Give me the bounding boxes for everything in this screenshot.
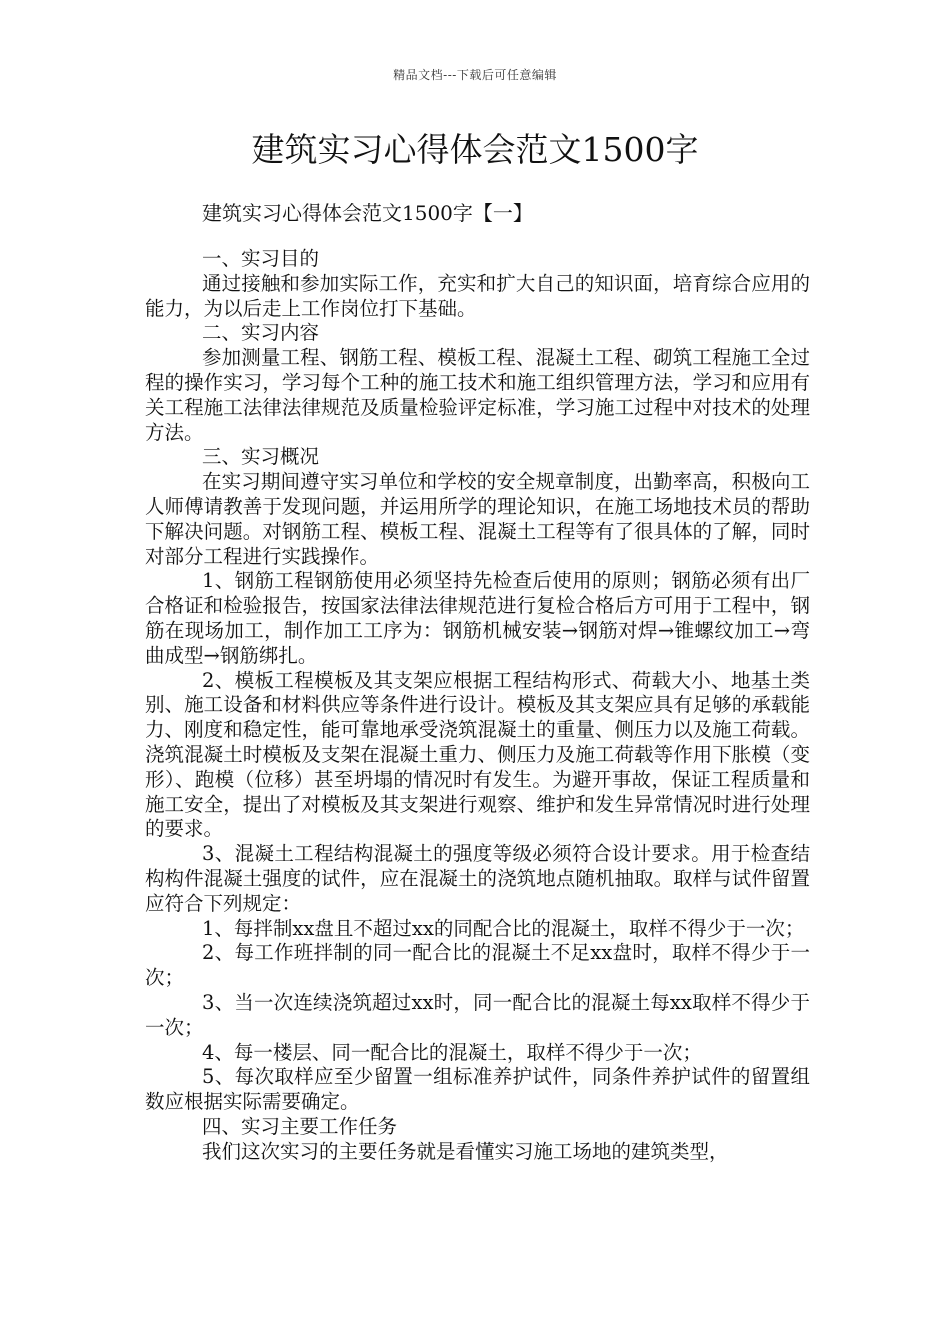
heading-content: 二、实习内容 (202, 321, 320, 345)
header-note: 精品文档---下载后可任意编辑 (393, 68, 557, 82)
list-item-rule-4: 4、每一楼层、同一配合比的混凝土，取样不得少于一次； (202, 1040, 702, 1064)
section-subtitle: 建筑实习心得体会范文1500字【一】 (202, 201, 533, 225)
document-body (145, 247, 810, 1164)
list-item-rule-1: 1、每拌制xx盘且不超过xx的同配合比的混凝土，取样不得少于一次； (202, 916, 805, 940)
paragraph-tasks: 我们这次实习的主要任务就是看懂实习施工场地的建筑类型， (202, 1139, 729, 1163)
list-item-rule-5: 5、每次取样应至少留置一组标准养护试件，同条件养护试件的留置组数应根据实际需要确定。 (145, 1065, 810, 1114)
paragraph-formwork: 2、模板工程模板及其支架应根据工程结构形式、荷载大小、地基土类别、施工设备和材料供应等条件进行设计。模板及其支架应具有足够的承载能力、刚度和稳定性，能可靠地承受浇筑混凝土的重量、侧压力以及施工荷载。浇筑混凝土时模板及支架在混凝土重力、侧压力及施工荷载等作用下胀模（变形）、跑模（位移）甚至坍塌的情况时有发生。为避开事故，保证工程质量和施工安全，提出了对模板及其支架进行观察、维护和发生异常情况时进行处理的要求。 (145, 668, 810, 841)
heading-purpose: 一、实习目的 (202, 247, 320, 270)
heading-overview: 三、实习概况 (202, 445, 320, 469)
list-item-rule-2: 2、每工作班拌制的同一配合比的混凝土不足xx盘时，取样不得少于一次； (145, 941, 810, 990)
page-title: 建筑实习心得体会范文1500字 (251, 130, 699, 169)
list-item-rule-3: 3、当一次连续浇筑超过xx时，同一配合比的混凝土每xx取样不得少于一次； (145, 990, 810, 1039)
paragraph-purpose: 通过接触和参加实际工作，充实和扩大自己的知识面，培育综合应用的能力，为以后走上工作岗位打下基础。 (145, 271, 810, 320)
paragraph-content: 参加测量工程、钢筋工程、模板工程、混凝土工程、砌筑工程施工全过程的操作实习，学习每个工种的施工技术和施工组织管理方法，学习和应用有关工程施工法律法律规范及质量检验评定标准，学习施工过程中对技术的处理方法。 (145, 346, 810, 444)
paragraph-concrete: 3、混凝土工程结构混凝土的强度等级必须符合设计要求。用于检查结构构件混凝土强度的试件，应在混凝土的浇筑地点随机抽取。取样与试件留置应符合下列规定： (145, 842, 810, 915)
heading-tasks: 四、实习主要工作任务 (202, 1114, 398, 1138)
paragraph-rebar: 1、钢筋工程钢筋使用必须坚持先检查后使用的原则；钢筋必须有出厂合格证和检验报告，按国家法律法律规范进行复检合格后方可用于工程中，钢筋在现场加工，制作加工工序为：钢筋机械安装→钢筋对焊→锥螺纹加工→弯曲成型→钢筋绑扎。 (145, 569, 810, 667)
paragraph-overview: 在实习期间遵守实习单位和学校的安全规章制度，出勤率高，积极向工人师傅请教善于发现问题，并运用所学的理论知识，在施工场地技术员的帮助下解决问题。对钢筋工程、模板工程、混凝土工程等有了很具体的了解，同时对部分工程进行实践操作。 (145, 470, 810, 568)
